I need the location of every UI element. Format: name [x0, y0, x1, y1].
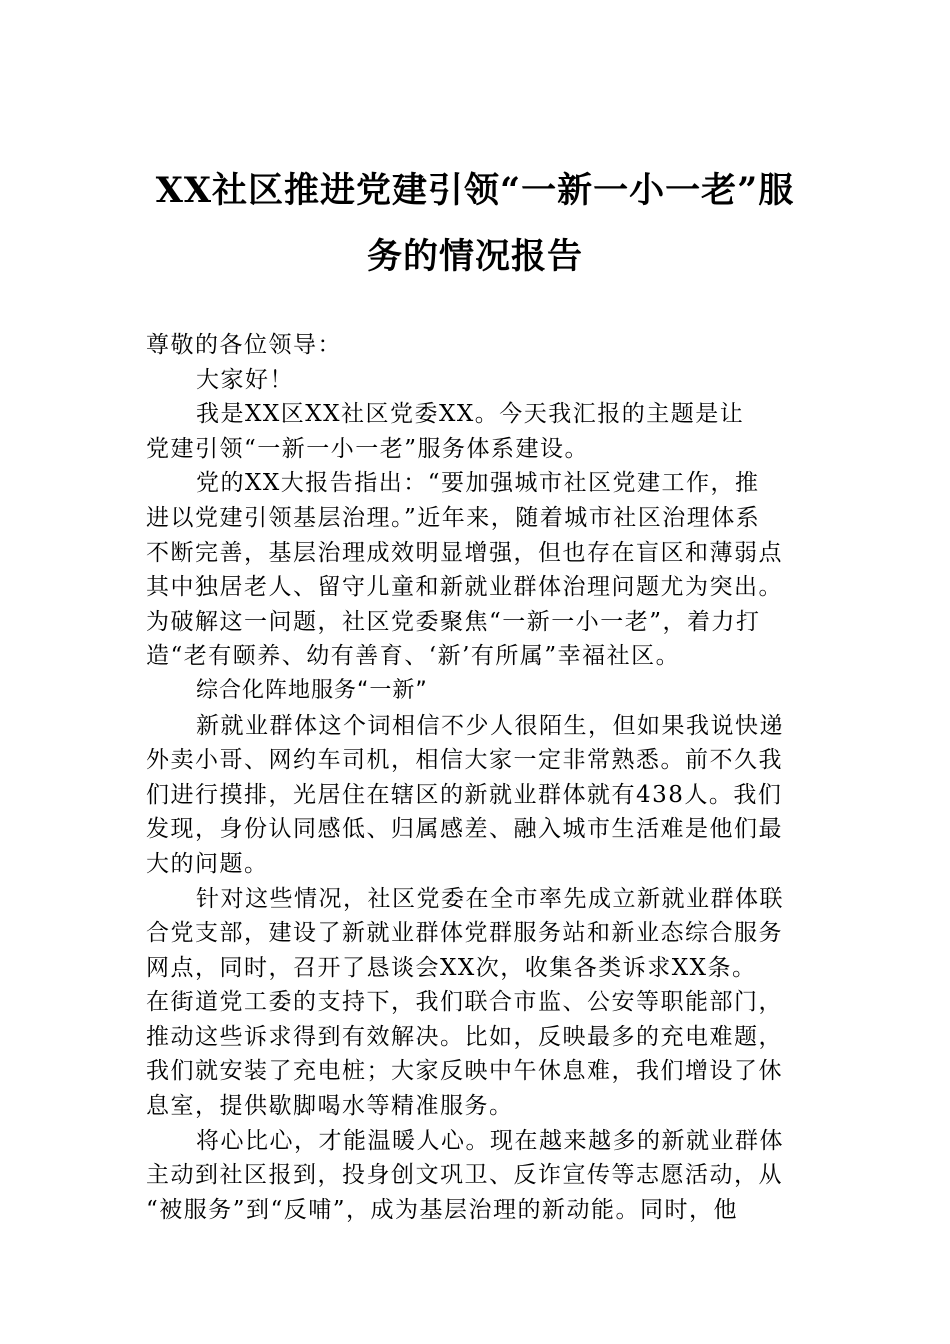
greeting: 大家好！ [196, 366, 294, 393]
paragraph-line: 我是XX区XX社区党委XX。今天我汇报的主题是让 [196, 401, 745, 428]
paragraph-line: 大的问题。 [146, 850, 269, 877]
document-body [146, 328, 806, 1227]
paragraph-line: 进以党建引领基层治理。”近年来，随着城市社区治理体系 [146, 504, 761, 531]
paragraph-line: 新就业群体这个词相信不少人很陌生，但如果我说快递 [196, 712, 784, 739]
paragraph-line: 为破解这一问题，社区党委聚焦“一新一小一老”，着力打 [146, 608, 761, 635]
paragraph-line: 将心比心，才能温暖人心。现在越来越多的新就业群体 [196, 1127, 784, 1154]
paragraph-line: 们进行摸排，光居住在辖区的新就业群体就有438人。我们 [146, 781, 783, 808]
paragraph-line: 针对这些情况，社区党委在全市率先成立新就业群体联 [196, 885, 784, 912]
paragraph-line: 网点，同时，召开了恳谈会XX次，收集各类诉求XX条。 [146, 954, 757, 981]
paragraph-line: 我们就安装了充电桩；大家反映中午休息难，我们增设了休 [146, 1058, 783, 1085]
paragraph-line: 推动这些诉求得到有效解决。比如，反映最多的充电难题， [146, 1023, 783, 1050]
paragraph [146, 466, 806, 674]
paragraph-line: “被服务”到“反哺”，成为基层治理的新动能。同时，他 [146, 1196, 739, 1223]
title-line-2: 务的情况报告 [366, 236, 583, 277]
paragraph-line: 党的XX大报告指出：“要加强城市社区党建工作，推 [196, 470, 760, 497]
paragraph-line: 合党支部，建设了新就业群体党群服务站和新业态综合服务 [146, 920, 783, 947]
paragraph [146, 709, 806, 882]
paragraph-line: 外卖小哥、网约车司机，相信大家一定非常熟悉。前不久我 [146, 747, 783, 774]
paragraph-line: 党建引领“一新一小一老”服务体系建设。 [146, 435, 590, 462]
salutation: 尊敬的各位领导： [146, 332, 342, 358]
paragraph [146, 882, 806, 1124]
paragraph [146, 397, 806, 466]
document-title [120, 158, 830, 290]
paragraph-line: 息室，提供歇脚喝水等精准服务。 [146, 1093, 514, 1120]
paragraph-line: 发现，身份认同感低、归属感差、融入城市生活难是他们最 [146, 816, 783, 843]
paragraph-line: 在街道党工委的支持下，我们联合市监、公安等职能部门， [146, 989, 783, 1016]
paragraph [146, 1124, 806, 1228]
paragraph-line: 造“老有颐养、幼有善育、‘新’有所属”幸福社区。 [146, 643, 681, 670]
paragraph-line: 不断完善，基层治理成效明显增强，但也存在盲区和薄弱点 [146, 539, 783, 566]
paragraph-line: 其中独居老人、留守儿童和新就业群体治理问题尤为突出。 [146, 574, 783, 601]
title-line-1: XX社区推进党建引领“一新一小一老”服 [155, 170, 795, 211]
paragraph-line: 主动到社区报到，投身创文巩卫、反诈宣传等志愿活动，从 [146, 1162, 783, 1189]
section-heading: 综合化阵地服务“一新” [196, 677, 428, 703]
